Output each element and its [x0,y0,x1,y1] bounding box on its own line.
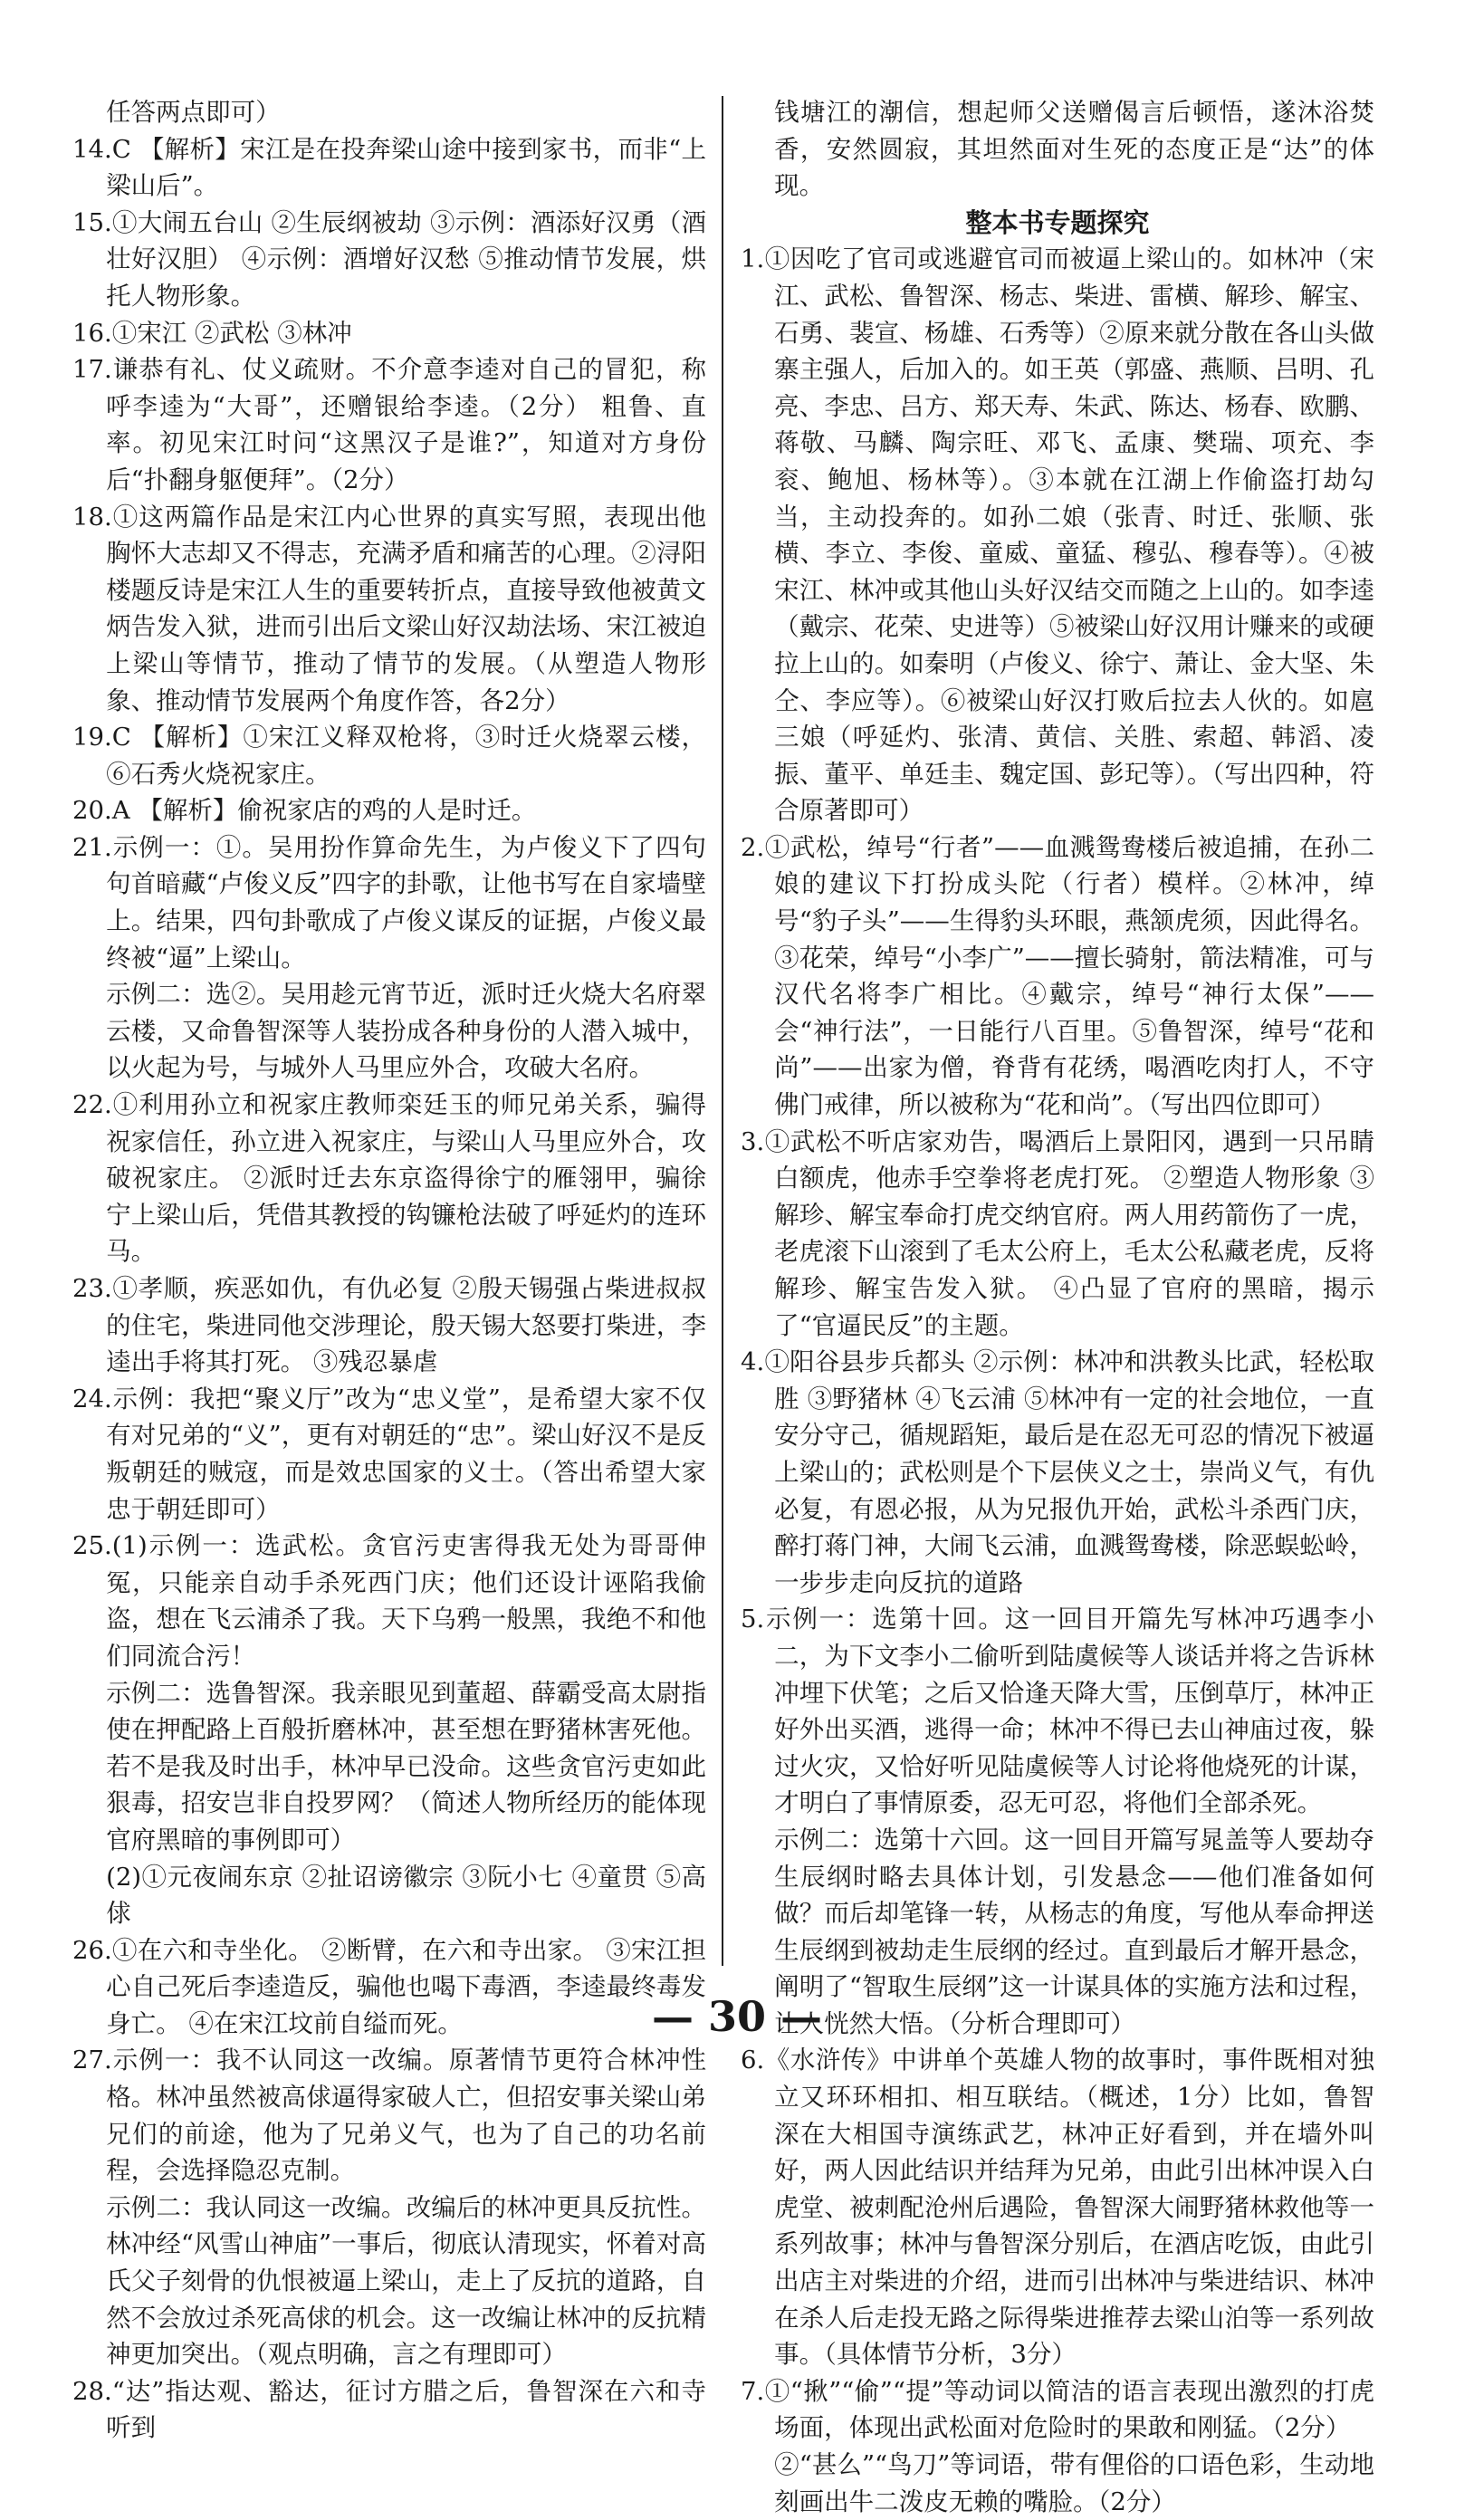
answer-item: 5.示例一：选第十回。这一回目开篇先写林冲巧遇李小二，为下文李小二偷听到陆虞候等人谈话并将之告诉林冲埋下伏笔；之后又恰逢天降大雪，压倒草厅，林冲正好外出买酒，逃得一命；林冲不得已去山神庙过夜，躲过火灾，又恰好听见陆虞候等人讨论将他烧死的计谋，才明白了事情原委，忍无可忍，将他们全部杀死。 [741,1605,1374,1818]
answer-item: 6.《水浒传》中讲单个英雄人物的故事时，事件既相对独立又环环相扣、相互联结。（概述，1分）比如，鲁智深在大相国寺演练武艺，林冲正好看到，并在墙外叫好，两人因此结识并结拜为兄弟，由此引出林冲误入白虎堂、被刺配沧州后遇险，鲁智深大闹野猪林救他等一系列故事；林冲与鲁智深分别后，在酒店吃饭，由此引出店主对柴进的介绍，进而引出林冲与柴进结识、林冲在杀人后走投无路之际得柴进推荐去梁山泊等一系列故事。（具体情节分析，3分） [741,2046,1374,2370]
answer-item: 17.谦恭有礼、仗义疏财。不介意李逵对自己的冒犯，称呼李逵为“大哥”，还赠银给李逵。（2分） 粗鲁、直率。初见宋江时问“这黑汉子是谁?”，知道对方身份后“扑翻身躯便拜”。（2分） [72,355,706,494]
answer-item: 19.C 【解析】①宋江义释双枪将，③时迁火烧翠云楼，⑥石秀火烧祝家庄。 [72,723,706,789]
answer-item: 28.“达”指达观、豁达，征讨方腊之后，鲁智深在六和寺听到 [72,2376,706,2443]
left-column [72,94,706,2447]
answer-continuation: 示例二：选鲁智深。我亲眼见到董超、薛霸受高太尉指使在押配路上百般折磨林冲，甚至想在野猪林害死他。若不是我及时出手，林冲早已没命。这些贪官污吏如此狠毒，招安岂非自投罗网？（简述人物所经历的能体现官府黑暗的事例即可） [106,1678,706,1854]
answer-item: 21.示例一：①。吴用扮作算命先生，为卢俊义下了四句句首暗藏“卢俊义反”四字的卦歌，让他书写在自家墙壁上。结果，四句卦歌成了卢俊义谋反的证据，卢俊义最终被“逼”上梁山。 [72,832,706,973]
answer-item: 4.①阳谷县步兵都头 ②示例：林冲和洪教头比武，轻松取胜 ③野猪林 ④飞云浦 ⑤林冲有一定的社会地位，一直安分守己，循规蹈矩，最后是在忍无可忍的情况下被逼上梁山的；武松则是个下层侠义之士，崇尚义气，有仇必复，有恩必报，从为兄报仇开始，武松斗杀西门庆，醉打蒋门神，大闹飞云浦，血溅鸳鸯楼，除恶蜈蚣岭，一步步走向反抗的道路 [741,1347,1374,1597]
answer-item: 15.①大闹五台山 ②生辰纲被劫 ③示例：酒添好汉勇（酒壮好汉胆） ④示例：酒增好汉愁 ⑤推动情节发展，烘托人物形象。 [72,207,706,311]
answer-item: 25.(1)示例一：选武松。贪官污吏害得我无处为哥哥伸冤，只能亲自动手杀死西门庆；他们还设计诬陷我偷盗，想在飞云浦杀了我。天下乌鸦一般黑，我绝不和他们同流合污！ [72,1531,706,1671]
right-column [741,94,1374,2520]
answer-item: 23.①孝顺，疾恶如仇，有仇必复 ②殷天锡强占柴进叔叔的住宅，柴进同他交涉理论，殷天锡大怒要打柴进，李逵出手将其打死。 ③残忍暴虐 [72,1274,706,1377]
column-divider [722,96,723,1966]
answer-continuation: 任答两点即可） [106,98,281,127]
answer-item: 14.C 【解析】宋江是在投奔梁山途中接到家书，而非“上梁山后”。 [72,134,706,201]
answer-item: 26.①在六和寺坐化。 ②断臂，在六和寺出家。 ③宋江担心自己死后李逵造反，骗他也喝下毒酒，李逵最终毒发身亡。 ④在宋江坟前自缢而死。 [72,1935,706,2038]
answer-continuation: ②“甚么”“鸟刀”等词语，带有俚俗的口语色彩，生动地刻画出牛二泼皮无赖的嘴脸。（2分） [774,2450,1374,2516]
answer-item: 22.①利用孙立和祝家庄教师栾廷玉的师兄弟关系，骗得祝家信任，孙立进入祝家庄，与梁山人马里应外合，攻破祝家庄。 ②派时迁去东京盗得徐宁的雁翎甲，骗徐宁上梁山后，凭借其教授的钩镰枪法破了呼延灼的连环马。 [72,1090,706,1267]
answer-continuation: (2)①元夜闹东京 ②扯诏谤徽宗 ③阮小七 ④童贯 ⑤高俅 [106,1862,706,1929]
answer-item: 2.①武松，绰号“行者”——血溅鸳鸯楼后被追捕，在孙二娘的建议下打扮成头陀（行者）模样。②林冲，绰号“豹子头”——生得豹头环眼，燕颔虎须，因此得名。③花荣，绰号“小李广”——擅长骑射，箭法精准，可与汉代名将李广相比。④戴宗，绰号“神行太保”——会“神行法”，一日能行八百里。⑤鲁智深，绰号“花和尚”——出家为僧，脊背有花绣，喝酒吃肉打人，不守佛门戒律，所以被称为“花和尚”。（写出四位即可） [741,832,1374,1120]
answer-continuation: 示例二：选②。吴用趁元宵节近，派时迁火烧大名府翠云楼，又命鲁智深等人装扮成各种身份的人潜入城中，以火起为号，与城外人马里应外合，攻破大名府。 [106,980,706,1083]
answer-item: 7.①“揪”“偷”“提”等动词以简洁的语言表现出激烈的打虎场面，体现出武松面对危险时的果敢和刚猛。（2分） [741,2376,1374,2443]
answer-item: 24.示例：我把“聚义厅”改为“忠义堂”，是希望大家不仅有对兄弟的“义”，更有对朝廷的“忠”。梁山好汉不是反叛朝廷的贼寇，而是效忠国家的义士。（答出希望大家忠于朝廷即可） [72,1384,706,1524]
answer-continuation: 示例二：选第十六回。这一回目开篇写晁盖等人要劫夺生辰纲时略去具体计划，引发悬念——他们准备如何做？而后却笔锋一转，从杨志的角度，写他从奉命押送生辰纲到被劫走生辰纲的经过。直到最后才解开悬念，阐明了“智取生辰纲”这一计谋具体的实施方法和过程，让人恍然大悟。（分析合理即可） [774,1825,1374,2038]
answer-continuation: 示例二：我认同这一改编。改编后的林冲更具反抗性。林冲经“风雪山神庙”一事后，彻底认清现实，怀着对高氏父子刻骨的仇恨被逼上梁山，走上了反抗的道路，自然不会放过杀死高俅的机会。这一改编让林冲的反抗精神更加突出。（观点明确，言之有理即可） [106,2192,706,2370]
answer-item: 3.①武松不听店家劝告，喝酒后上景阳冈，遇到一只吊睛白额虎，他赤手空拳将老虎打死。 ②塑造人物形象 ③解珍、解宝奉命打虎交纳官府。两人用药箭伤了一虎，老虎滚下山滚到了毛太公府上，毛太公私藏老虎，反将解珍、解宝告发入狱。 ④凸显了官府的黑暗，揭示了“官逼民反”的主题。 [741,1126,1374,1340]
answer-item: 18.①这两篇作品是宋江内心世界的真实写照，表现出他胸怀大志却又不得志，充满矛盾和痛苦的心理。②浔阳楼题反诗是宋江人生的重要转折点，直接导致他被黄文炳告发入狱，进而引出后文梁山好汉劫法场、宋江被迫上梁山等情节，推动了情节的发展。（从塑造人物形象、推动情节发展两个角度作答，各2分） [72,502,706,715]
answer-continuation: 钱塘江的潮信，想起师父送赠偈言后顿悟，遂沐浴焚香，安然圆寂，其坦然面对生死的态度正是“达”的体现。 [774,98,1374,201]
section-title: 整本书专题探究 [965,206,1150,238]
answer-item: 1.①因吃了官司或逃避官司而被逼上梁山的。如林冲（宋江、武松、鲁智深、杨志、柴进、雷横、解珍、解宝、石勇、裴宣、杨雄、石秀等）②原来就分散在各山头做寨主强人，后加入的。如王英（郭盛、燕顺、吕明、孔亮、李忠、吕方、郑天寿、朱武、陈达、杨春、欧鹏、蒋敬、马麟、陶宗旺、邓飞、孟康、樊瑞、项充、李衮、鲍旭、杨林等）。③本就在江湖上作偷盗打劫勾当，主动投奔的。如孙二娘（张青、时迁、张顺、张横、李立、李俊、童威、童猛、穆弘、穆春等）。④被宋江、林冲或其他山头好汉结交而随之上山的。如李逵（戴宗、花荣、史进等）⑤被梁山好汉用计赚来的或硬拉上山的。如秦明（卢俊义、徐宁、萧让、金大坚、朱仝、李应等）。⑥被梁山好汉打败后拉去人伙的。如扈三娘（呼延灼、张清、黄信、关胜、索超、韩滔、凌振、董平、单廷圭、魏定国、彭玘等）。（写出四种，符合原著即可） [741,244,1374,826]
answer-item: 20.A 【解析】偷祝家店的鸡的人是时迁。 [72,796,537,826]
page-number: — 30 — [651,1992,823,2041]
answer-item: 16.①宋江 ②武松 ③林冲 [72,318,352,348]
right-column-items [741,241,1374,2520]
right-column-continuation [741,94,1374,205]
answer-item: 27.示例一：我不认同这一改编。原著情节更符合林冲性格。林冲虽然被高俅逼得家破人亡，但招安事关梁山弟兄们的前途，他为了兄弟义气，也为了自己的功名前程，会选择隐忍克制。 [72,2046,706,2186]
